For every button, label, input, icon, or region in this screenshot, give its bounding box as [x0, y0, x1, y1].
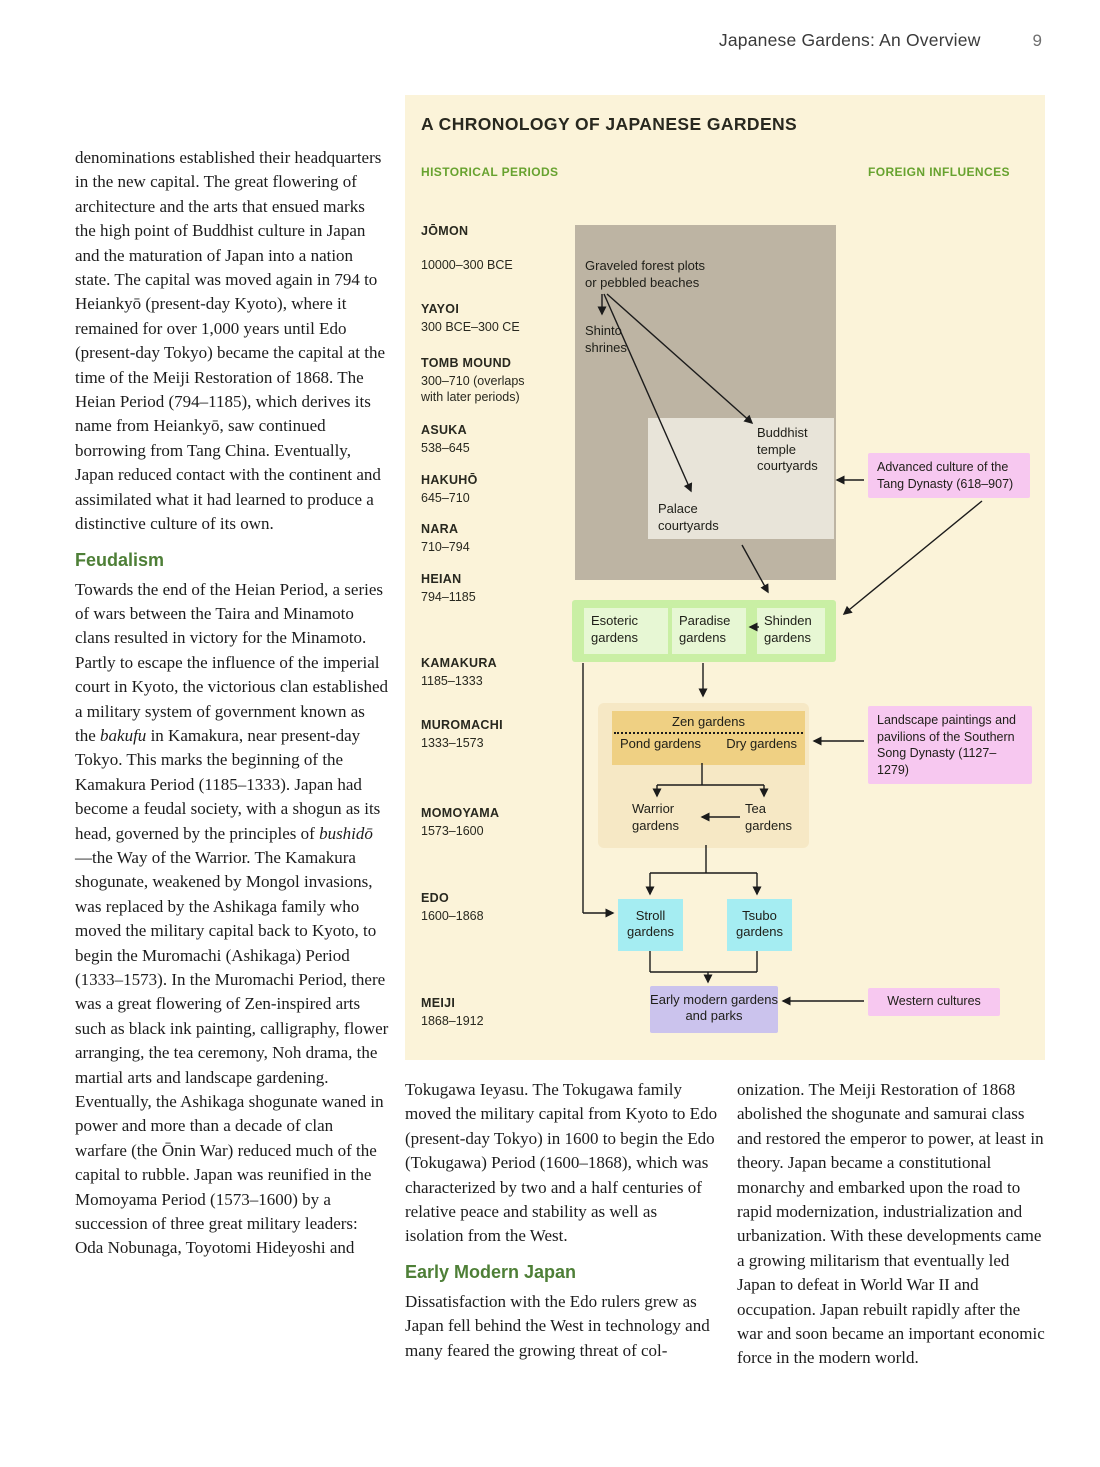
section-heading-early-modern-japan: Early Modern Japan: [405, 1261, 577, 1282]
left-column: [75, 146, 389, 1261]
node-zen-gardens: Zen gardens: [672, 714, 745, 729]
node-paradise-gardens: Paradise gardens: [672, 608, 746, 654]
timeline-period: [421, 805, 541, 839]
period-name: MEIJI: [421, 996, 456, 1010]
chronology-panel: [405, 95, 1045, 1060]
period-name: HEIAN: [421, 572, 462, 586]
node-pond-gardens: Pond gardens: [620, 736, 701, 751]
panel-title: A CHRONOLOGY OF JAPANESE GARDENS: [421, 114, 798, 134]
period-dates: 645–710: [421, 490, 470, 505]
middle-column: [405, 1078, 719, 1363]
period-dates: 300 BCE–300 CE: [421, 319, 520, 334]
node-shinto-shrines: Shinto shrines: [585, 323, 627, 355]
period-name: EDO: [421, 891, 449, 905]
period-name: MUROMACHI: [421, 718, 503, 732]
page-number: 9: [1032, 31, 1042, 50]
node-tea-gardens: Tea gardens: [745, 801, 792, 833]
timeline-period: [421, 571, 541, 605]
paragraph-segment: —the Way of the Warrior. The Kamakura shogunate, weakened by Mongol invasions, was replaced by the Ashikaga family who moved the military capital back to Kyoto, to begin the Muromachi (Ashikaga) Period (1333–1573). In the Muromachi Period, there was a great flowering of Zen-inspired arts such as black ink painting, calligraphy, flower arranging, the tea ceremony, Noh drama, the martial arts and landscape gardening. Eventually, the Ashikaga shogunate waned in power and more than a decade of clan warfare (the Ōnin War) reduced much of the capital to rubble. Japan was reunified in the Momoyama Period (1573–1600) by a succession of three great military leaders: Oda Nobunaga, Toyotomi Hideyoshi and: [75, 847, 389, 1258]
running-head-title: Japanese Gardens: An Overview: [718, 30, 981, 50]
period-dates: 10000–300 BCE: [421, 257, 513, 272]
paragraph-segment: in Kamakura, near present-day Tokyo. This marks the beginning of the Kamakura Period (1185–1333). Japan had become a feudal society, with a shogun as its head, governed by the principles of: [75, 725, 381, 843]
period-dates: 1868–1912: [421, 1013, 484, 1028]
body-paragraph: [75, 578, 389, 1261]
paragraph-segment: Towards the end of the Heian Period, a series of wars between the Taira and Minamoto clans resulted in victory for the Minamoto. Partly to escape the influence of the imperial court in Kyoto, the victorious clan established a military system of government known as the: [75, 579, 389, 745]
italic-term-bushido: bushidō: [319, 823, 373, 843]
period-name: KAMAKURA: [421, 656, 498, 670]
period-dates: 1333–1573: [421, 735, 484, 750]
period-dates: 538–645: [421, 440, 470, 455]
period-name: JŌMON: [421, 224, 469, 238]
node-dry-gardens: Dry gardens: [726, 736, 797, 751]
node-buddhist-temple-courtyards: Buddhist temple courtyards: [757, 425, 818, 473]
node-esoteric-gardens: Esoteric gardens: [584, 608, 668, 654]
running-head: [719, 30, 1042, 51]
body-paragraph: onization. The Meiji Restoration of 1868 abolished the shogunate and samurai class and restored the emperor to power, at least in theory. Japan became a constitutional monarchy and embarked upon the road to rapid modernization, industrialization and urbanization. With these developments came a growing militarism that eventually led Japan to defeat in World War II and occupation. Japan rebuilt rapidly after the war and soon became an important economic force in the modern world.: [737, 1080, 1045, 1368]
timeline-period: [421, 422, 541, 456]
period-dates: 1600–1868: [421, 908, 484, 923]
timeline-period: [421, 355, 541, 406]
node-graveled-plots: Graveled forest plots or pebbled beaches: [585, 258, 705, 290]
period-name: ASUKA: [421, 423, 467, 437]
influence-song-dynasty: Landscape paintings and pavilions of the Southern Song Dynasty (1127–1279): [868, 706, 1032, 784]
timeline-period: [421, 655, 541, 689]
period-name: MOMOYAMA: [421, 806, 500, 820]
timeline-period: [421, 890, 541, 924]
node-stroll-gardens: Stroll gardens: [618, 899, 683, 951]
node-warrior-gardens: Warrior gardens: [632, 801, 679, 833]
node-tsubo-gardens: Tsubo gardens: [727, 899, 792, 951]
node-palace-courtyards: Palace courtyards: [658, 501, 719, 533]
influence-tang-dynasty: Advanced culture of the Tang Dynasty (618–907): [868, 453, 1030, 498]
period-dates: 794–1185: [421, 589, 476, 604]
timeline-period: [421, 521, 541, 555]
influence-western-cultures: Western cultures: [868, 988, 1000, 1016]
period-dates: 1573–1600: [421, 823, 484, 838]
timeline-period: [421, 717, 541, 751]
historical-periods-label: HISTORICAL PERIODS: [421, 165, 559, 179]
period-name: YAYOI: [421, 302, 460, 316]
timeline-period: [421, 301, 541, 335]
timeline-period: [421, 472, 541, 506]
period-name: HAKUHŌ: [421, 473, 478, 487]
period-dates: 710–794: [421, 539, 470, 554]
section-heading-feudalism: Feudalism: [75, 549, 165, 570]
italic-term-bakufu: bakufu: [100, 725, 147, 745]
period-name: TOMB MOUND: [421, 356, 512, 370]
foreign-influences-label: FOREIGN INFLUENCES: [868, 165, 1010, 179]
node-shinden-gardens: Shinden gardens: [757, 608, 825, 654]
body-paragraph: denominations established their headquarters in the new capital. The great flowering of architecture and the arts that ensued marks the high point of Buddhist culture in Japan and the maturation of Japan into a nation state. The capital was moved again in 794 to Heiankyō (present-day Kyoto), where it remained for over 1,000 years until Edo (present-day Tokyo) became the capital at the time of the Meiji Restoration of 1868. The Heian Period (794–1185), which derives its name from Heiankyō, saw continued borrowing from Tang China. Eventually, Japan reduced contact with the continent and assimilated what it had learned to produce a distinctive culture of its own.: [75, 148, 386, 534]
node-early-modern-gardens: Early modern gardens and parks: [650, 986, 778, 1033]
timeline-period: [421, 995, 541, 1029]
heian-gardens-band: [572, 600, 836, 662]
node-zen-gardens-box: [612, 711, 805, 765]
body-paragraph: Dissatisfaction with the Edo rulers grew as Japan fell behind the West in technology and many feared the growing threat of col-: [405, 1291, 710, 1360]
period-dates: 1185–1333: [421, 673, 483, 688]
right-column: [737, 1078, 1047, 1371]
timeline-period: [421, 223, 541, 273]
period-name: NARA: [421, 522, 459, 536]
period-dates: 300–710 (overlaps with later periods): [421, 373, 525, 404]
body-paragraph: Tokugawa Ieyasu. The Tokugawa family moved the military capital from Kyoto to Edo (present-day Tokyo) in 1600 to begin the Edo (Tokugawa) Period (1600–1868), which was characterized by two and a half centuries of relative peace and stability as well as isolation from the West.: [405, 1080, 718, 1246]
